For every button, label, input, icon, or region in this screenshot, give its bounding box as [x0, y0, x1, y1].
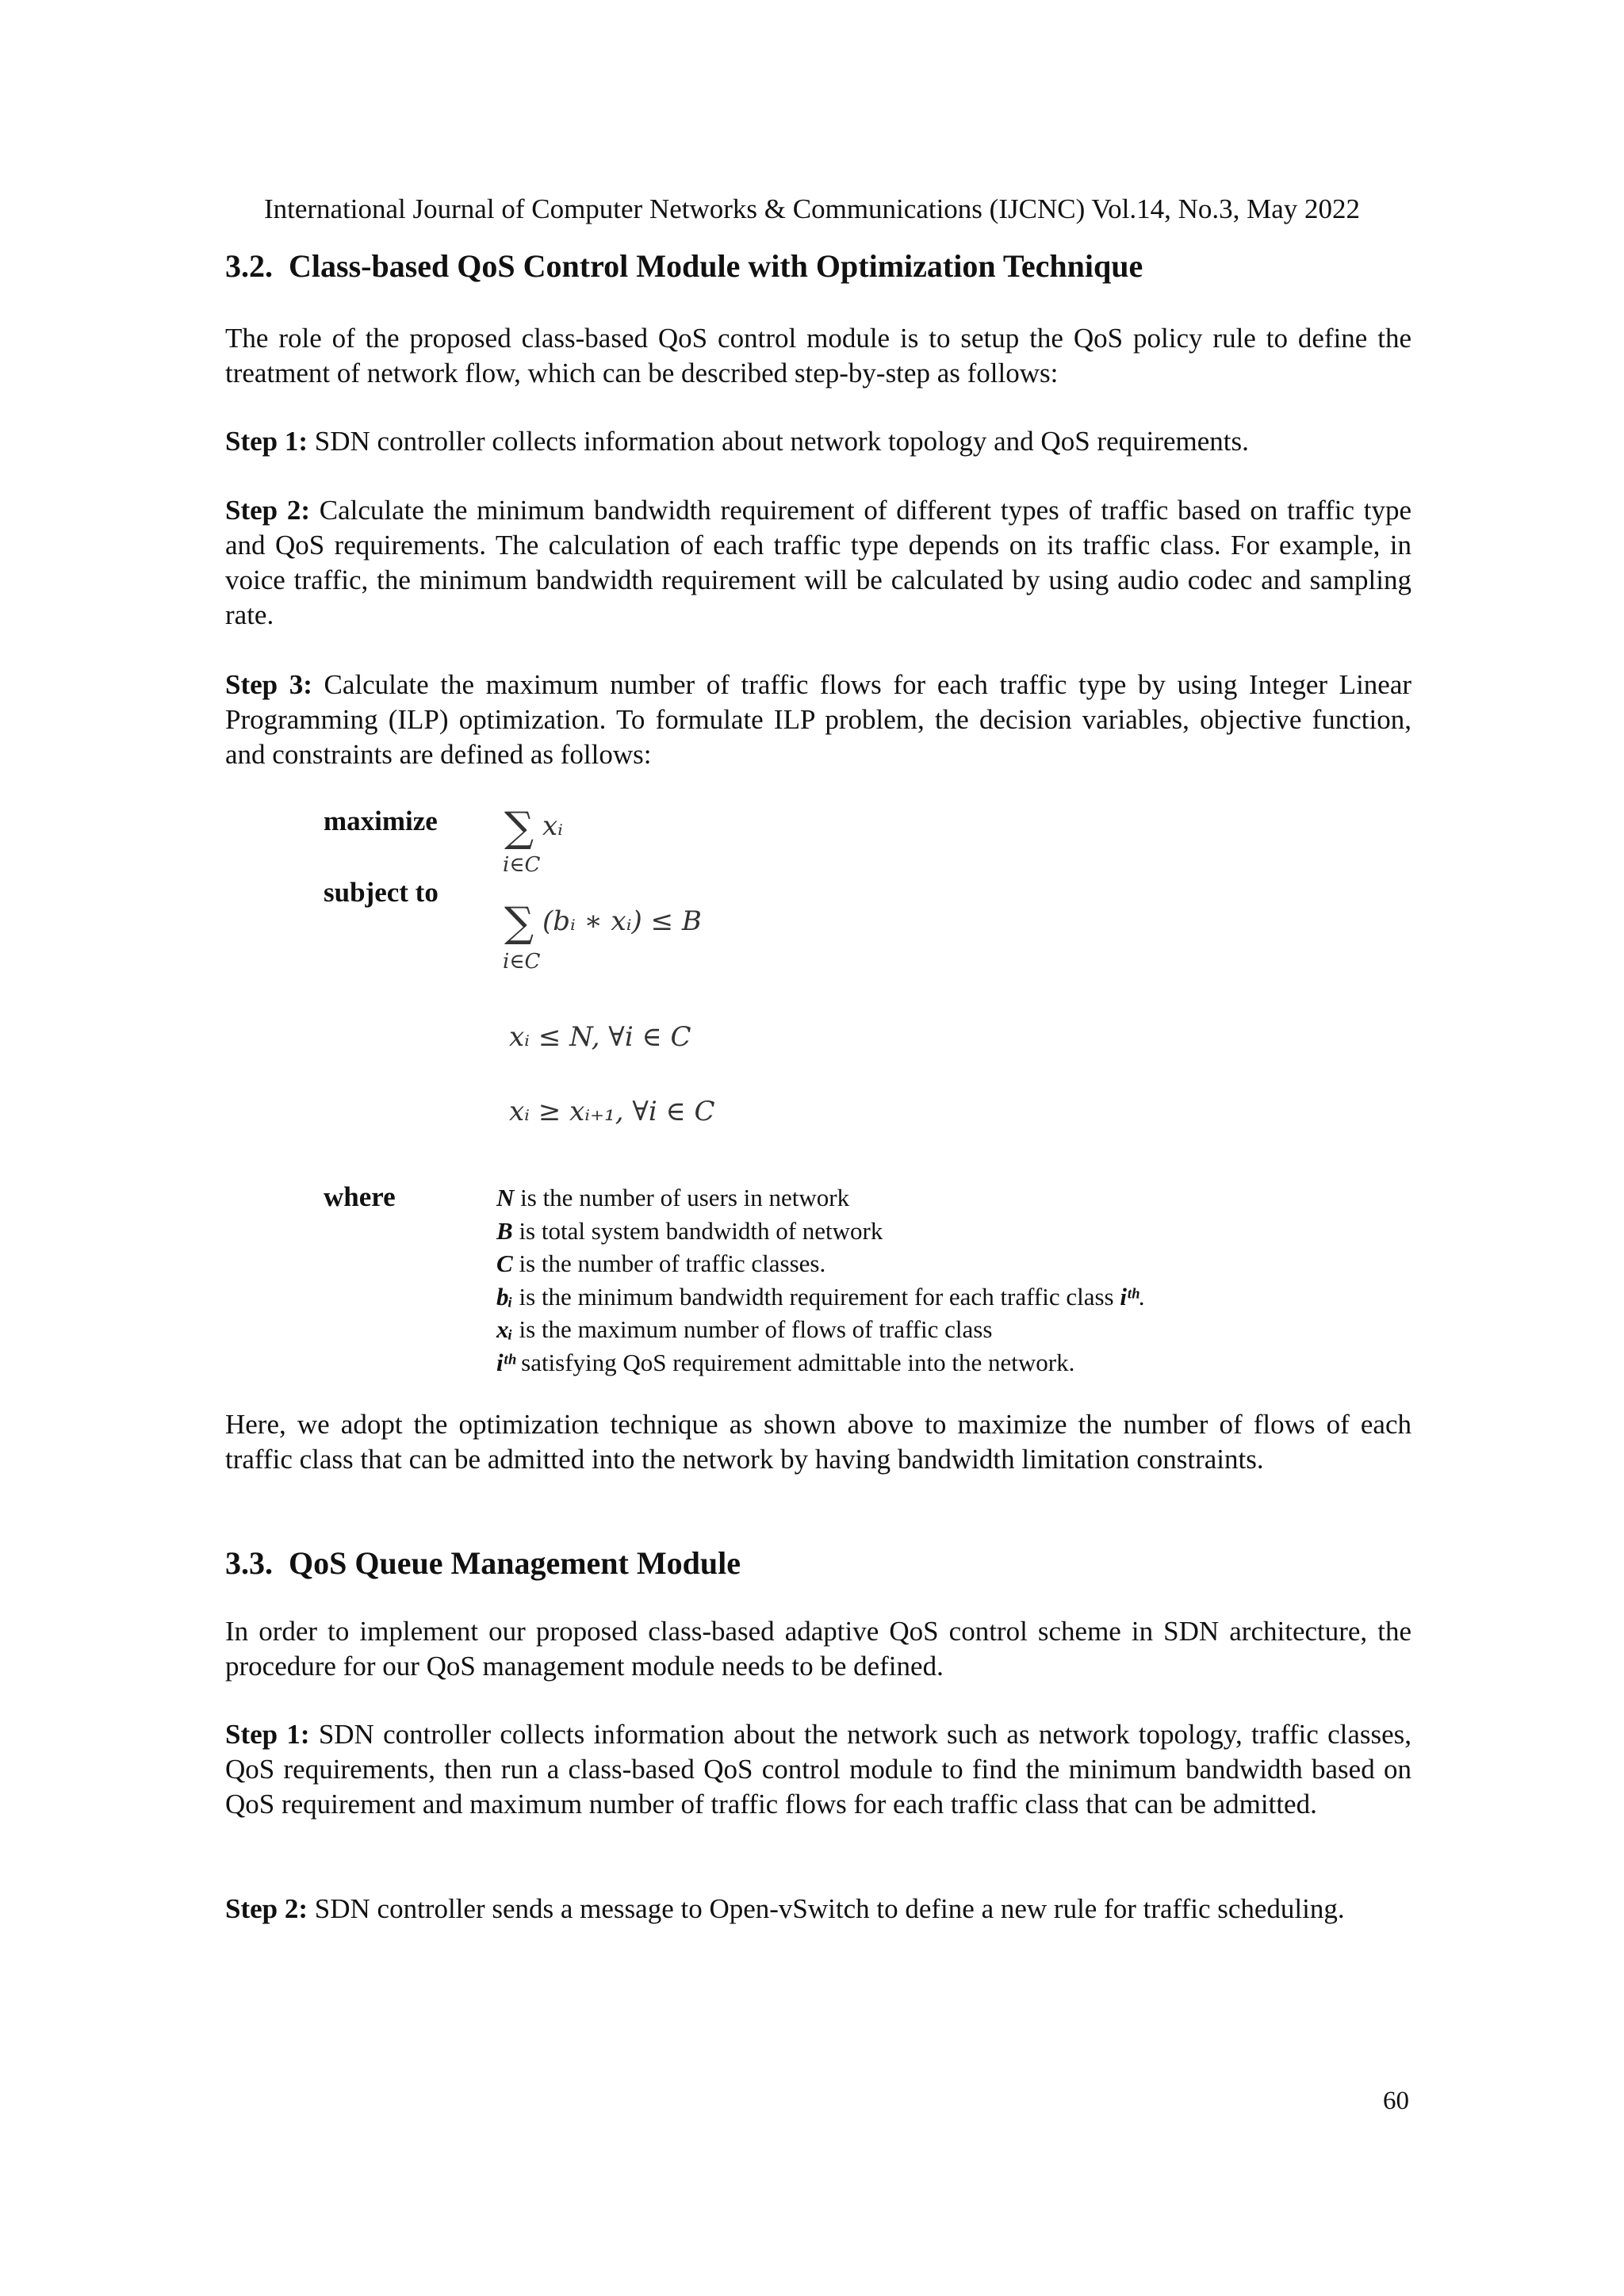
step-text: SDN controller collects information about network topology and QoS requirements. [314, 426, 1249, 457]
sum-symbol: ∑ [504, 804, 534, 851]
section-number: 3.3. [225, 1545, 273, 1581]
definition-item [496, 1313, 1408, 1346]
section-number: 3.2. [225, 248, 273, 284]
objective-sum [504, 804, 563, 851]
sum-subscript: i∈C [503, 950, 541, 974]
sum-symbol: ∑ [504, 899, 534, 947]
step-label: Step 1: [225, 1719, 310, 1750]
queue-step-2-paragraph [225, 1892, 1411, 1927]
queue-step-1-paragraph [225, 1717, 1411, 1822]
definition-text: is the number of users in network [514, 1184, 850, 1211]
where-label: where [324, 1181, 396, 1212]
step-text: Calculate the maximum number of traffic flows for each traffic type by using Integer Linear Programming (ILP) optimization. To formulate ILP problem, the decision variables, objective function, and constraints are defined as follows: [225, 669, 1412, 770]
constraint-term: xᵢ ≥ xᵢ₊₁, ∀i ∈ C [509, 1096, 715, 1127]
step-3-paragraph [225, 668, 1411, 772]
step-text: SDN controller collects information about the network such as network topology, traffic classes, QoS requirements, then run a class-based QoS control module to find the minimum bandwidth based on QoS requirement and maximum number of traffic flows for each traffic class that can be admitted. [225, 1719, 1412, 1820]
definition-tail-symbol: iᵗʰ [1120, 1282, 1139, 1311]
step-1-paragraph [225, 424, 1411, 459]
running-header: International Journal of Computer Networks & Communications (IJCNC) Vol.14, No.3, May 2022 [263, 193, 1361, 224]
definition-symbol: iᵗʰ [496, 1348, 515, 1376]
step-label: Step 3: [225, 669, 312, 700]
constraint-users [509, 1021, 691, 1053]
step-label: Step 1: [225, 426, 308, 457]
definition-text: is total system bandwidth of network [512, 1216, 883, 1245]
subject-to-label: subject to [324, 877, 439, 908]
definition-item [496, 1215, 1408, 1248]
step-label: Step 2: [225, 495, 311, 526]
sum-subscript: i∈C [503, 853, 541, 877]
definition-symbol: xᵢ [496, 1315, 513, 1343]
step-2-paragraph [225, 493, 1411, 633]
section-title-text: QoS Queue Management Module [289, 1545, 741, 1581]
objective-term: xᵢ [542, 810, 563, 842]
constraint-ordering [509, 1096, 715, 1127]
constraint-bandwidth [504, 899, 702, 947]
page-number: 60 [1383, 2087, 1409, 2115]
definition-symbol: B [496, 1216, 513, 1245]
definition-tail: . [1138, 1282, 1145, 1311]
definition-text: satisfying QoS requirement admittable into the network. [515, 1348, 1075, 1376]
definitions-list [496, 1181, 1408, 1379]
section-3-3-title [225, 1544, 741, 1582]
constraint-term: (bᵢ ∗ xᵢ) ≤ B [542, 905, 702, 937]
definition-item [496, 1280, 1408, 1314]
definition-text: is the maximum number of flows of traffic class [512, 1315, 993, 1343]
definition-item [496, 1247, 1408, 1280]
definition-text: is the minimum bandwidth requirement for each traffic class [512, 1282, 1120, 1311]
step-label: Step 2: [225, 1893, 308, 1924]
step-text: SDN controller sends a message to Open-vSwitch to define a new rule for traffic scheduling. [314, 1893, 1345, 1924]
step-text: Calculate the minimum bandwidth requirement of different types of traffic based on traffic type and QoS requirements. The calculation of each traffic type depends on its traffic class. For example, in voice traffic, the minimum bandwidth requirement will be calculated by using audio codec and sampling rate. [225, 495, 1412, 630]
definition-symbol: N [496, 1184, 515, 1211]
summary-paragraph: Here, we adopt the optimization technique as shown above to maximize the number of flows of each traffic class that can be admitted into the network by having bandwidth limitation constraints. [225, 1409, 1411, 1475]
section-3-2-title [225, 247, 1143, 285]
section-title-text: Class-based QoS Control Module with Optimization Technique [289, 248, 1143, 284]
definition-symbol: bᵢ [496, 1282, 513, 1311]
section-3-2-intro: The role of the proposed class-based QoS control module is to setup the QoS policy rule to define the treatment of network flow, which can be described step-by-step as follows: [225, 323, 1411, 388]
definition-symbol: C [496, 1249, 513, 1277]
section-3-3-intro: In order to implement our proposed class-based adaptive QoS control scheme in SDN architecture, the procedure for our QoS management module needs to be defined. [225, 1616, 1411, 1682]
definition-item [496, 1181, 1408, 1215]
definition-text: is the number of traffic classes. [512, 1249, 826, 1277]
constraint-term: xᵢ ≤ N, ∀i ∈ C [509, 1021, 691, 1053]
definition-item [496, 1346, 1408, 1380]
maximize-label: maximize [324, 806, 438, 836]
